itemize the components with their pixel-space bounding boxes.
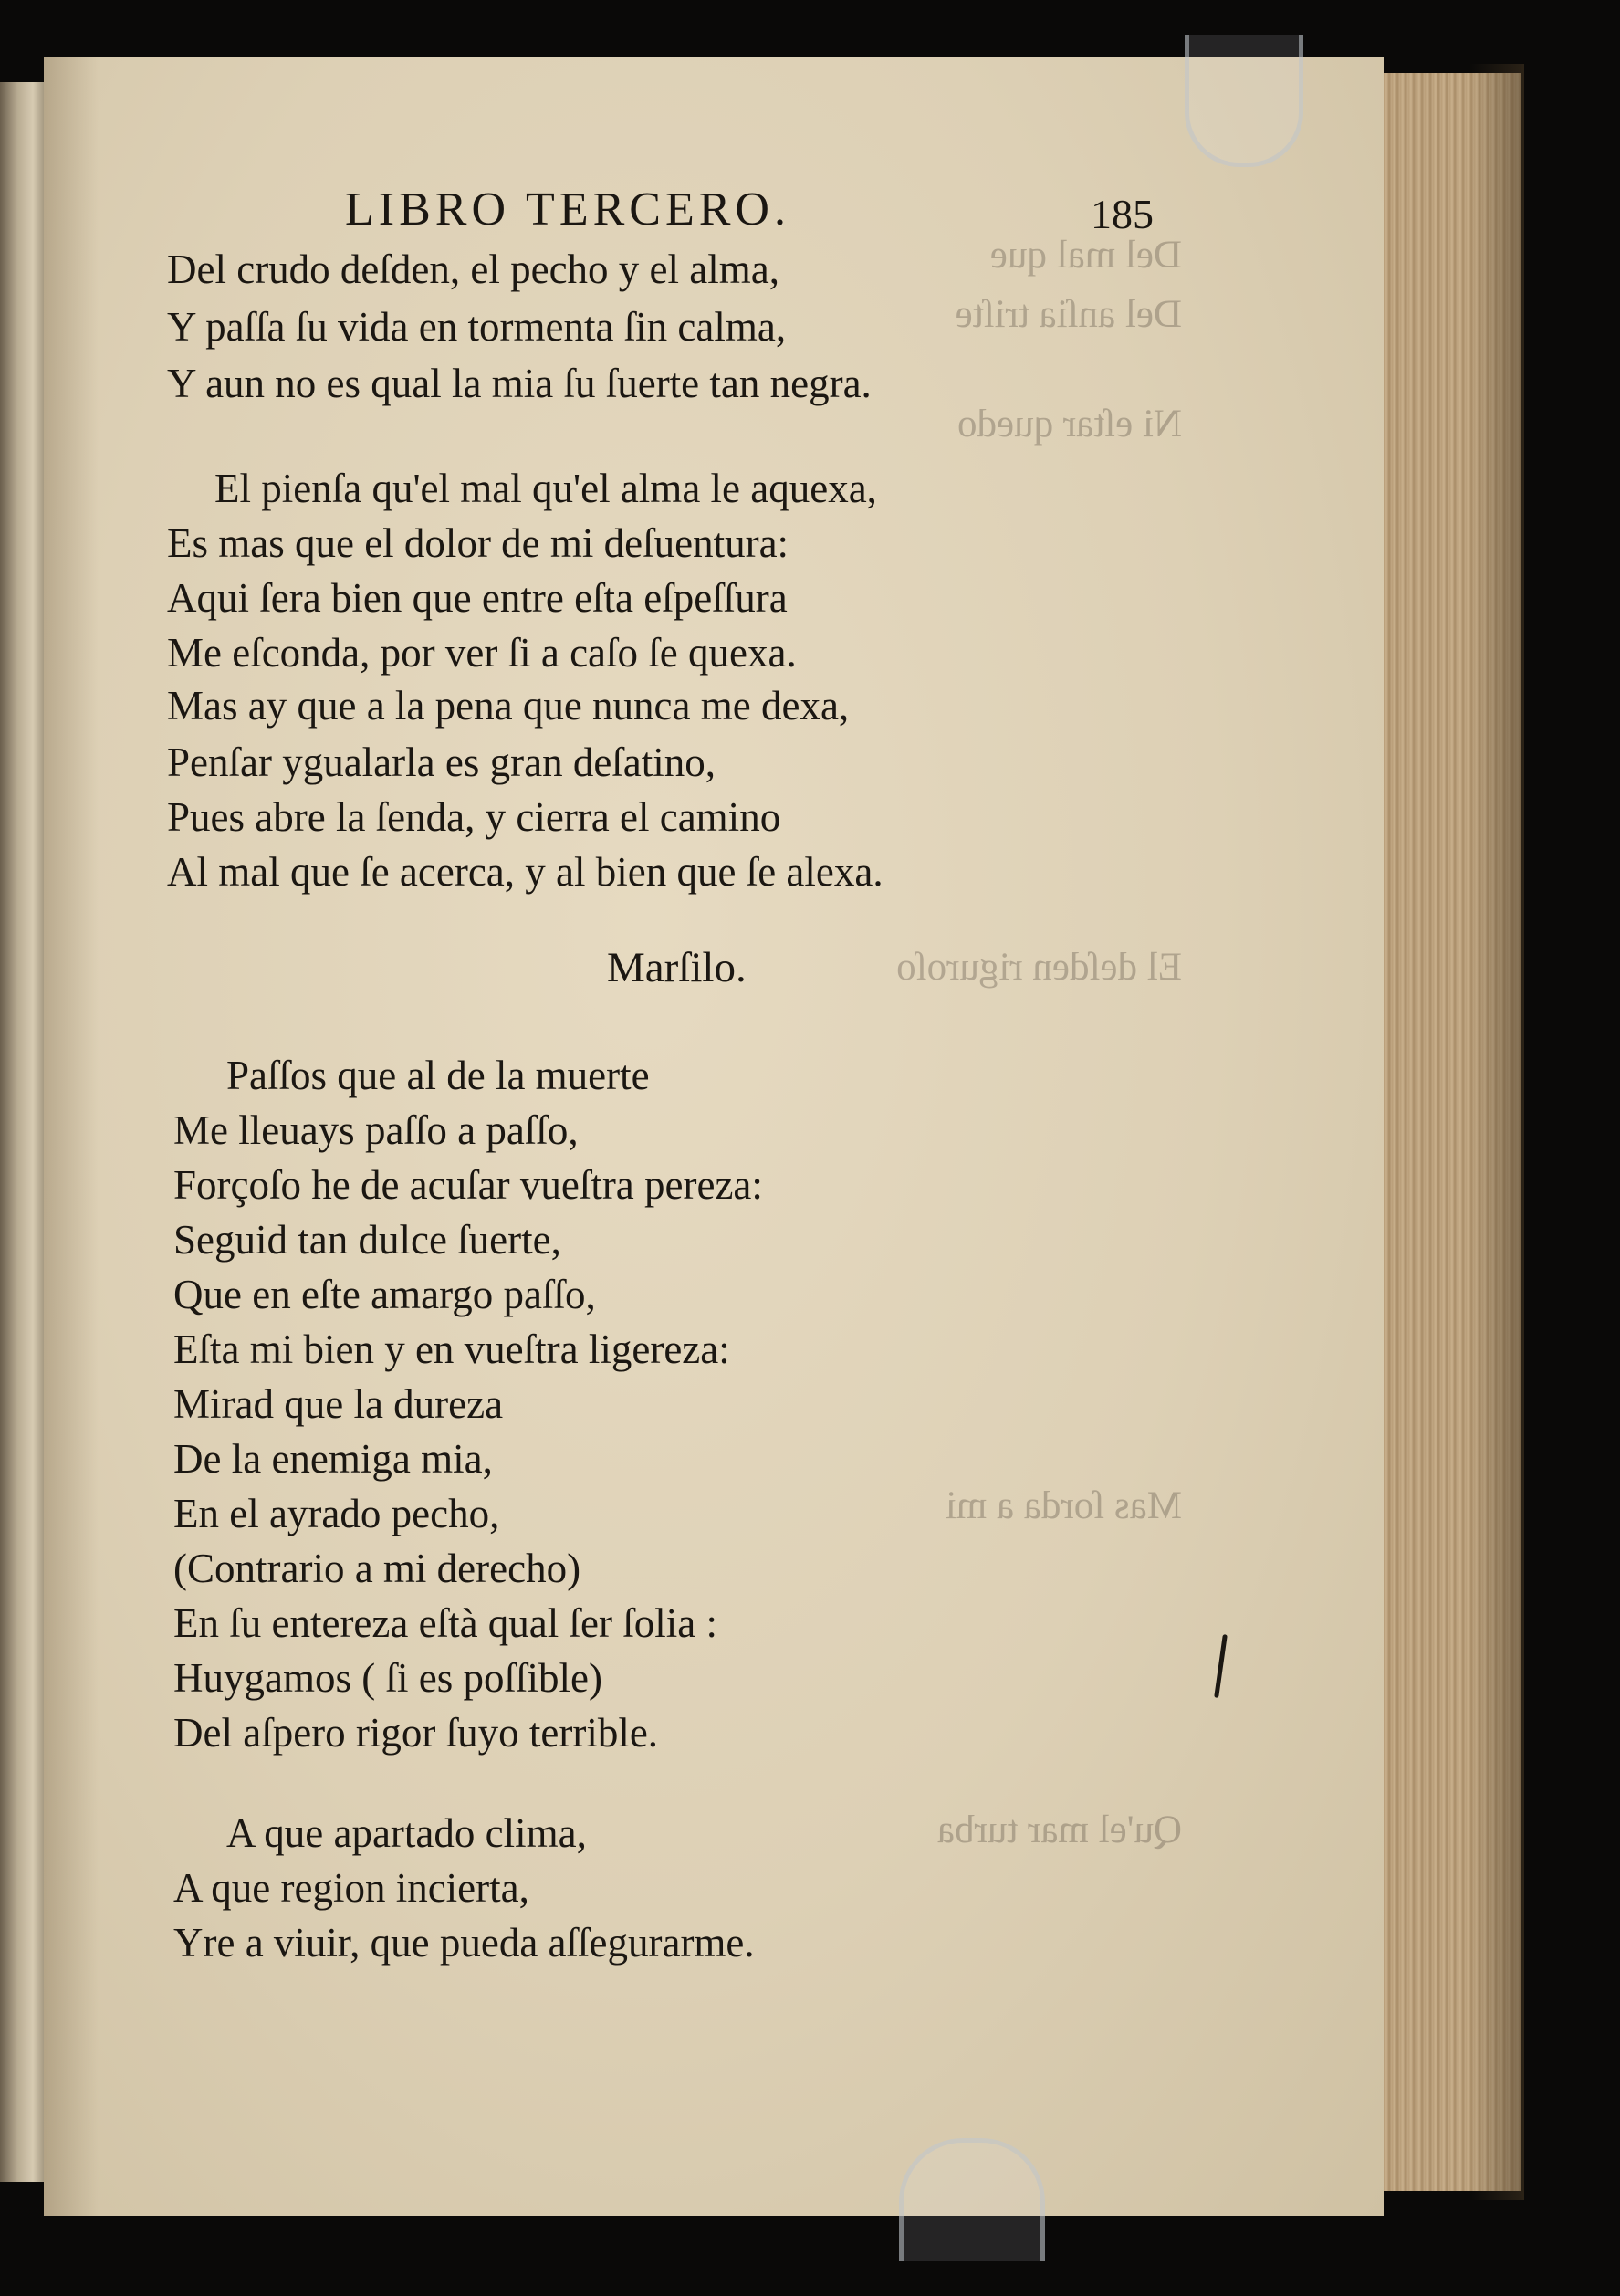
verse-line: Forçoſo he de acuſar vueſtra pereza: bbox=[173, 1162, 763, 1208]
verse-line: El pienſa qu'el mal qu'el alma le aquexa, bbox=[214, 466, 877, 511]
verse-line: Me lleuays paſſo a paſſo, bbox=[173, 1107, 579, 1153]
page-number: 185 bbox=[1091, 191, 1154, 237]
show-through-text: Qu'el mar turba bbox=[936, 1808, 1182, 1851]
show-through-text: Del mal que bbox=[989, 234, 1182, 277]
verse-line: Del crudo deſden, el pecho y el alma, bbox=[167, 246, 779, 292]
verse-line: Huygamos ( ſi es poſſible) bbox=[173, 1655, 602, 1701]
verse-line: Del aſpero rigor ſuyo terrible. bbox=[173, 1710, 659, 1756]
running-header: LIBRO TERCERO. bbox=[345, 183, 790, 236]
verse-line: Penſar ygualarla es gran deſatino, bbox=[167, 739, 716, 785]
verse-line: De la enemiga mia, bbox=[173, 1436, 493, 1482]
verse-line: Seguid tan dulce ſuerte, bbox=[173, 1217, 561, 1263]
verse-line: Y aun no es qual la mia ſu ſuerte tan negra. bbox=[167, 361, 872, 406]
speaker-name: Marſilo. bbox=[607, 944, 747, 991]
show-through-text: Del anſia triſte bbox=[955, 293, 1182, 336]
show-through-text: El deſden riguroſo bbox=[896, 946, 1182, 989]
verse-line: A que region incierta, bbox=[173, 1865, 529, 1911]
verse-line: Y paſſa ſu vida en tormenta ſin calma, bbox=[167, 304, 787, 350]
verse-line: Pues abre la ſenda, y cierra el camino bbox=[167, 794, 781, 840]
show-through-text: Mas ſorda a mi bbox=[945, 1484, 1182, 1527]
margin-ink-mark bbox=[1214, 1634, 1228, 1698]
verse-line: Aqui ſera bien que entre eſta eſpeſſura bbox=[167, 575, 788, 621]
verse-line: Eſta mi bien y en vueſtra ligereza: bbox=[173, 1326, 730, 1372]
verse-line: Al mal que ſe acerca, y al bien que ſe alexa. bbox=[167, 849, 883, 895]
verse-line: Es mas que el dolor de mi deſuentura: bbox=[167, 520, 789, 566]
verse-line: En el ayrado pecho, bbox=[173, 1491, 500, 1536]
verse-line: (Contrario a mi derecho) bbox=[173, 1546, 581, 1591]
verse-line: A que apartado clima, bbox=[226, 1810, 587, 1856]
verse-line: Mas ay que a la pena que nunca me dexa, bbox=[167, 683, 850, 729]
verse-line: Que en eſte amargo paſſo, bbox=[173, 1272, 596, 1317]
verse-line: Me eſconda, por ver ſi a caſo ſe quexa. bbox=[167, 630, 797, 676]
verse-line: En ſu entereza eſtà qual ſer ſolia : bbox=[173, 1600, 717, 1646]
verse-line: Mirad que la dureza bbox=[173, 1381, 504, 1427]
verse-line: Yre a viuir, que pueda aſſegurarme. bbox=[173, 1920, 755, 1966]
verse-line: Paſſos que al de la muerte bbox=[226, 1053, 650, 1098]
show-through-text: Ni eſtar quedo bbox=[957, 403, 1182, 446]
